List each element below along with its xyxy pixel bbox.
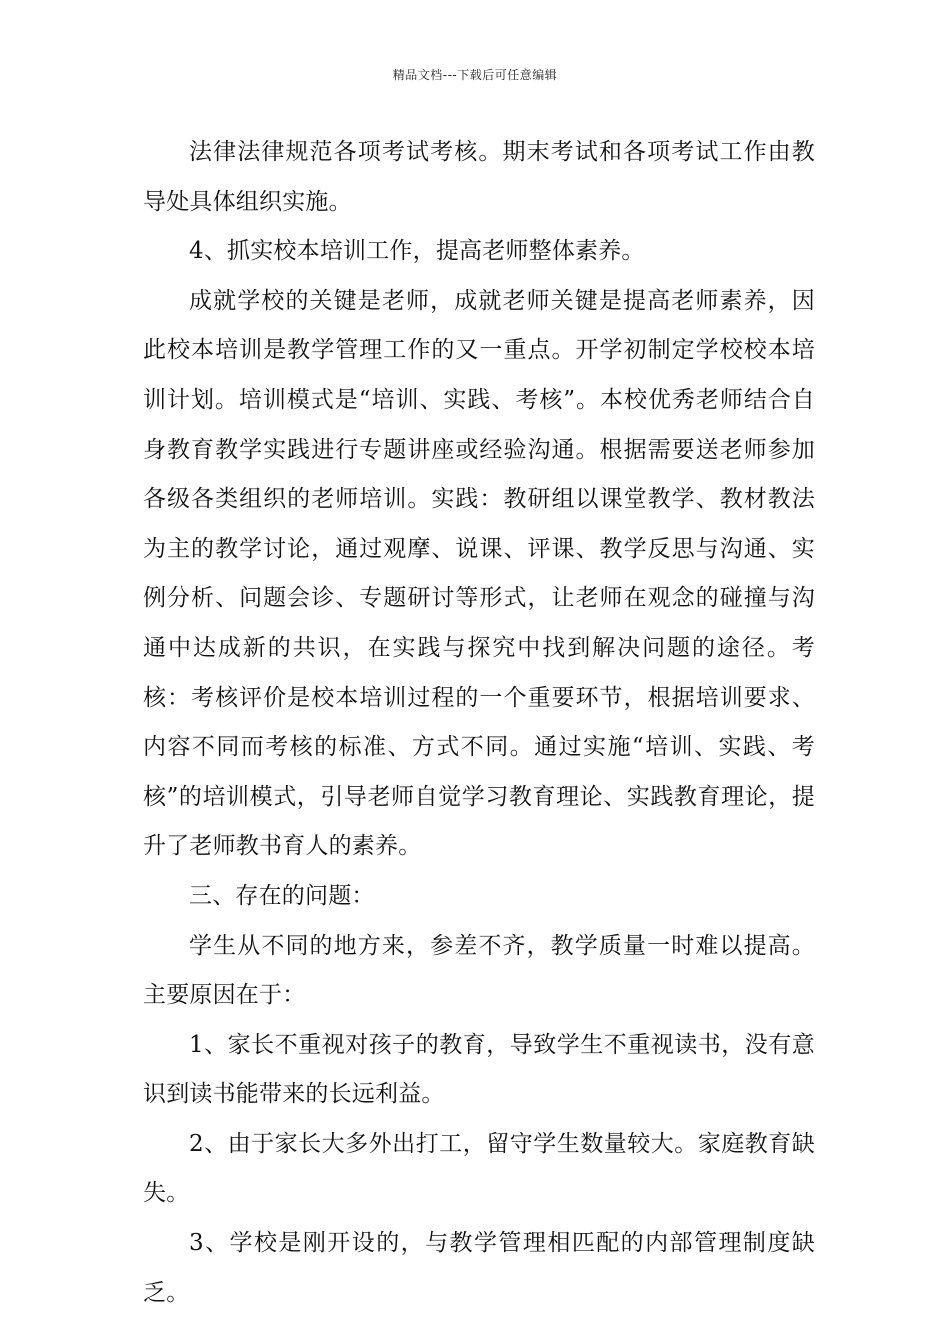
section-heading-problems: 三、存在的问题：	[189, 882, 375, 909]
paragraph-exam-organization: 法律法律规范各项考试考核。期末考试和各项考试工作由教导处具体组织实施。	[143, 139, 815, 215]
paragraph-problems-intro: 学生从不同的地方来，参差不齐，教学质量一时难以提高。主要原因在于：	[143, 932, 815, 1009]
paragraph-training-heading: 4、抓实校本培训工作，提高老师整体素养。	[189, 238, 645, 265]
page-header: 精品文档---下载后可任意编辑	[392, 68, 558, 82]
list-item-problem-3: 3、学校是刚开设的，与教学管理相匹配的内部管理制度缺乏。	[143, 1230, 815, 1306]
paragraph-training-details: 成就学校的关键是老师，成就老师关键是提高老师素养，因此校本培训是教学管理工作的又一重点。开学初制定学校校本培训计划。培训模式是“培训、实践、考核”。本校优秀老师结合自身教育教学实践进行专题讲座或经验沟通。根据需要送老师参加各级各类组织的老师培训。实践：教研组以课堂教学、教材教法为主的教学讨论，通过观摩、说课、评课、教学反思与沟通、实例分析、问题会诊、专题研讨等形式，让老师在观念的碰撞与沟通中达成新的共识，在实践与探究中找到解决问题的途径。考核：考核评价是校本培训过程的一个重要环节，根据培训要求、内容不同而考核的标准、方式不同。通过实施“培训、实践、考核”的培训模式，引导老师自觉学习教育理论、实践教育理论，提升了老师教书育人的素养。	[143, 287, 815, 860]
document-body	[143, 128, 815, 1318]
list-item-problem-2: 2、由于家长大多外出打工，留守学生数量较大。家庭教育缺失。	[143, 1130, 815, 1207]
list-item-problem-1: 1、家长不重视对孩子的教育，导致学生不重视读书，没有意识到读书能带来的长远利益。	[143, 1031, 815, 1108]
